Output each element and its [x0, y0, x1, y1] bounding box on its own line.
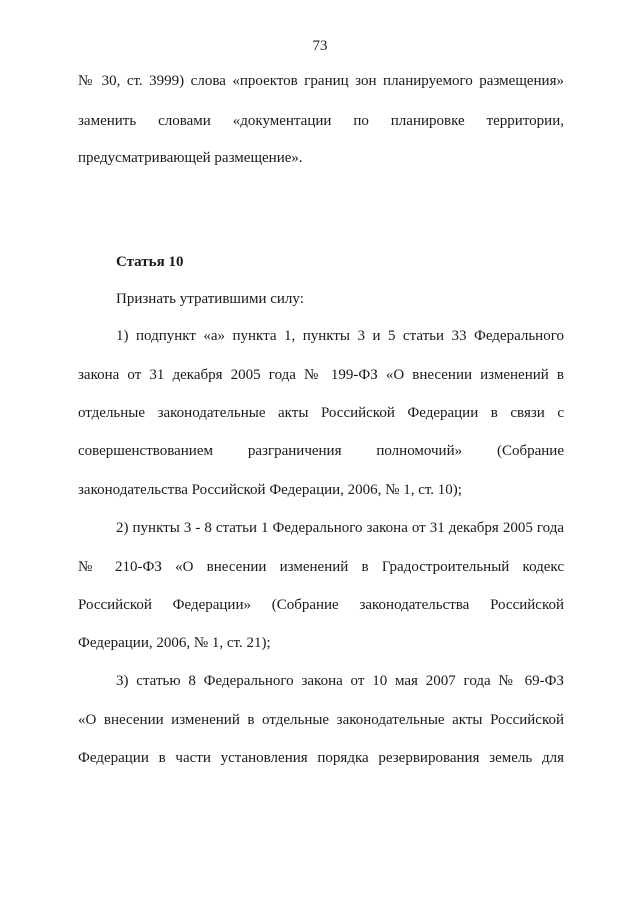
- item1-line-3: отдельные законодательные акты Российской Федерации в связи с: [78, 405, 564, 421]
- intro-line-2: заменить словами «документации по планировке территории,: [78, 113, 564, 129]
- item2-line-2: № 210-ФЗ «О внесении изменений в Градостроительный кодекс: [78, 559, 564, 575]
- article-heading: Статья 10: [116, 254, 184, 270]
- page-number: 73: [312, 38, 328, 54]
- item1-line-5: законодательства Российской Федерации, 2006, № 1, ст. 10);: [78, 482, 462, 498]
- item3-line-3: Федерации в части установления порядка резервирования земель для: [78, 750, 564, 766]
- article-lead: Признать утратившими силу:: [116, 291, 304, 307]
- item3-line-2: «О внесении изменений в отдельные законодательные акты Российской: [78, 712, 564, 728]
- item1-line-2: закона от 31 декабря 2005 года № 199-ФЗ «О внесении изменений в: [78, 367, 564, 383]
- intro-line-1: № 30, ст. 3999) слова «проектов границ зон планируемого размещения»: [78, 73, 564, 89]
- item3-line-1: 3) статью 8 Федерального закона от 10 мая 2007 года № 69-ФЗ: [116, 673, 564, 689]
- intro-line-3: предусматривающей размещение».: [78, 150, 303, 166]
- item1-line-4: совершенствованием разграничения полномочий» (Собрание: [78, 443, 564, 459]
- item1-line-1: 1) подпункт «а» пункта 1, пункты 3 и 5 статьи 33 Федерального: [116, 328, 564, 344]
- item2-line-1: 2) пункты 3 - 8 статьи 1 Федерального закона от 31 декабря 2005 года: [116, 520, 564, 536]
- item2-line-4: Федерации, 2006, № 1, ст. 21);: [78, 635, 271, 651]
- item2-line-3: Российской Федерации» (Собрание законодательства Российской: [78, 597, 564, 613]
